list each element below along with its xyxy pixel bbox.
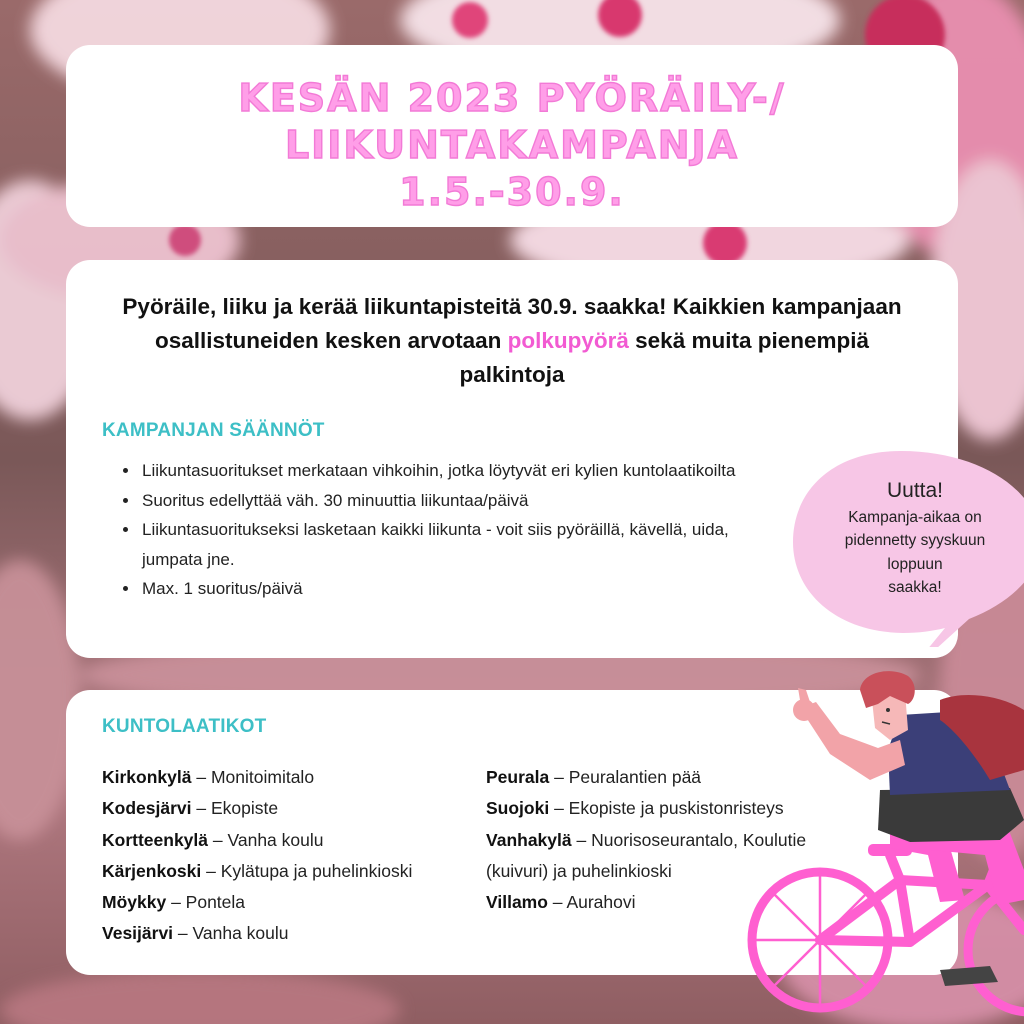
- intro-text-start: Pyöräile, liiku ja kerää liikuntapisteitä 30.9. saakka! Kaikkien kampanjaan osallistuneiden kesken arvotaan: [122, 294, 902, 353]
- bubble-title: Uutta!: [886, 479, 944, 502]
- box-location: Pontela: [185, 892, 246, 913]
- title-card: [66, 45, 958, 227]
- village-name: Kodesjärvi: [102, 798, 192, 819]
- title-line-3: 1.5.-30.9.: [399, 170, 625, 214]
- village-name: Kortteenkylä: [102, 829, 209, 850]
- bubble-text: [800, 476, 1024, 599]
- bubble-line: pidennetty syyskuun: [844, 532, 986, 550]
- box-location: Peuralantien pää: [568, 767, 702, 787]
- separator: –: [547, 892, 567, 913]
- box-location: Ekopiste ja puskistonristeys: [568, 798, 784, 819]
- separator: –: [208, 829, 228, 850]
- village-name: Suojoki: [486, 798, 550, 819]
- rules-list: [118, 456, 780, 604]
- fitness-box-row: [102, 856, 482, 887]
- separator: –: [201, 860, 221, 881]
- box-location: Vanha koulu: [192, 923, 289, 944]
- village-name: Kirkonkylä: [102, 767, 192, 787]
- fitness-boxes-heading: KUNTOLAATIKOT: [102, 716, 267, 737]
- rule-item: • Suoritus edellyttää väh. 30 minuuttia liikuntaa/päivä: [140, 486, 780, 516]
- village-name: Kärjenkoski: [102, 860, 202, 881]
- title-line-1: KESÄN 2023 PYÖRÄILY-/: [238, 76, 786, 120]
- village-name: Vesijärvi: [102, 923, 174, 944]
- cyclist-illustration: [740, 670, 1024, 1024]
- rule-item: • Liikuntasuoritukset merkataan vihkoihin, jotka löytyvät eri kylien kuntolaatikoilta: [140, 456, 780, 486]
- rule-item: • Max. 1 suoritus/päivä: [140, 574, 780, 604]
- box-location: Kylätupa ja puhelinkioski: [220, 860, 413, 881]
- separator: –: [549, 798, 569, 819]
- bubble-line: Kampanja-aikaa on: [848, 509, 982, 526]
- rules-heading: KAMPANJAN SÄÄNNÖT: [102, 420, 325, 441]
- village-name: Möykky: [102, 892, 167, 913]
- fitness-box-row: [102, 918, 482, 949]
- campaign-title: [66, 75, 958, 216]
- bubble-line: saakka!: [888, 578, 942, 596]
- rule-item: • Liikuntasuoritukseksi lasketaan kaikki liikunta - voit siis pyöräillä, kävellä, uida, jumpata jne.: [140, 515, 780, 574]
- village-name: Villamo: [486, 892, 548, 913]
- title-line-2: LIIKUNTAKAMPANJA: [284, 123, 740, 167]
- box-location: Nuorisoseurantalo, Koulutie (kuivuri) ja puhelinkioski: [486, 829, 807, 881]
- village-name: Peurala: [486, 767, 550, 787]
- village-name: Vanhakylä: [486, 829, 572, 850]
- separator: –: [173, 923, 193, 944]
- box-location: Vanha koulu: [227, 829, 324, 850]
- separator: –: [191, 767, 211, 787]
- intro-highlight-bicycle: polkupyörä: [507, 328, 629, 353]
- box-location: Aurahovi: [566, 892, 636, 913]
- box-location: Monitoimitalo: [210, 767, 315, 787]
- box-location: Ekopiste: [210, 798, 279, 819]
- fitness-box-row: [102, 762, 482, 793]
- separator: –: [166, 892, 186, 913]
- fitness-box-row: [102, 793, 482, 824]
- fitness-boxes-left-column: [102, 762, 482, 950]
- separator: –: [191, 798, 211, 819]
- fitness-box-row: [102, 825, 482, 856]
- intro-text-end: sekä muita pienempiä palkintoja: [459, 328, 870, 387]
- separator: –: [571, 829, 592, 850]
- bubble-line: loppuun: [887, 555, 943, 573]
- fitness-box-row: [102, 887, 482, 918]
- separator: –: [549, 767, 569, 787]
- intro-text: [106, 290, 918, 392]
